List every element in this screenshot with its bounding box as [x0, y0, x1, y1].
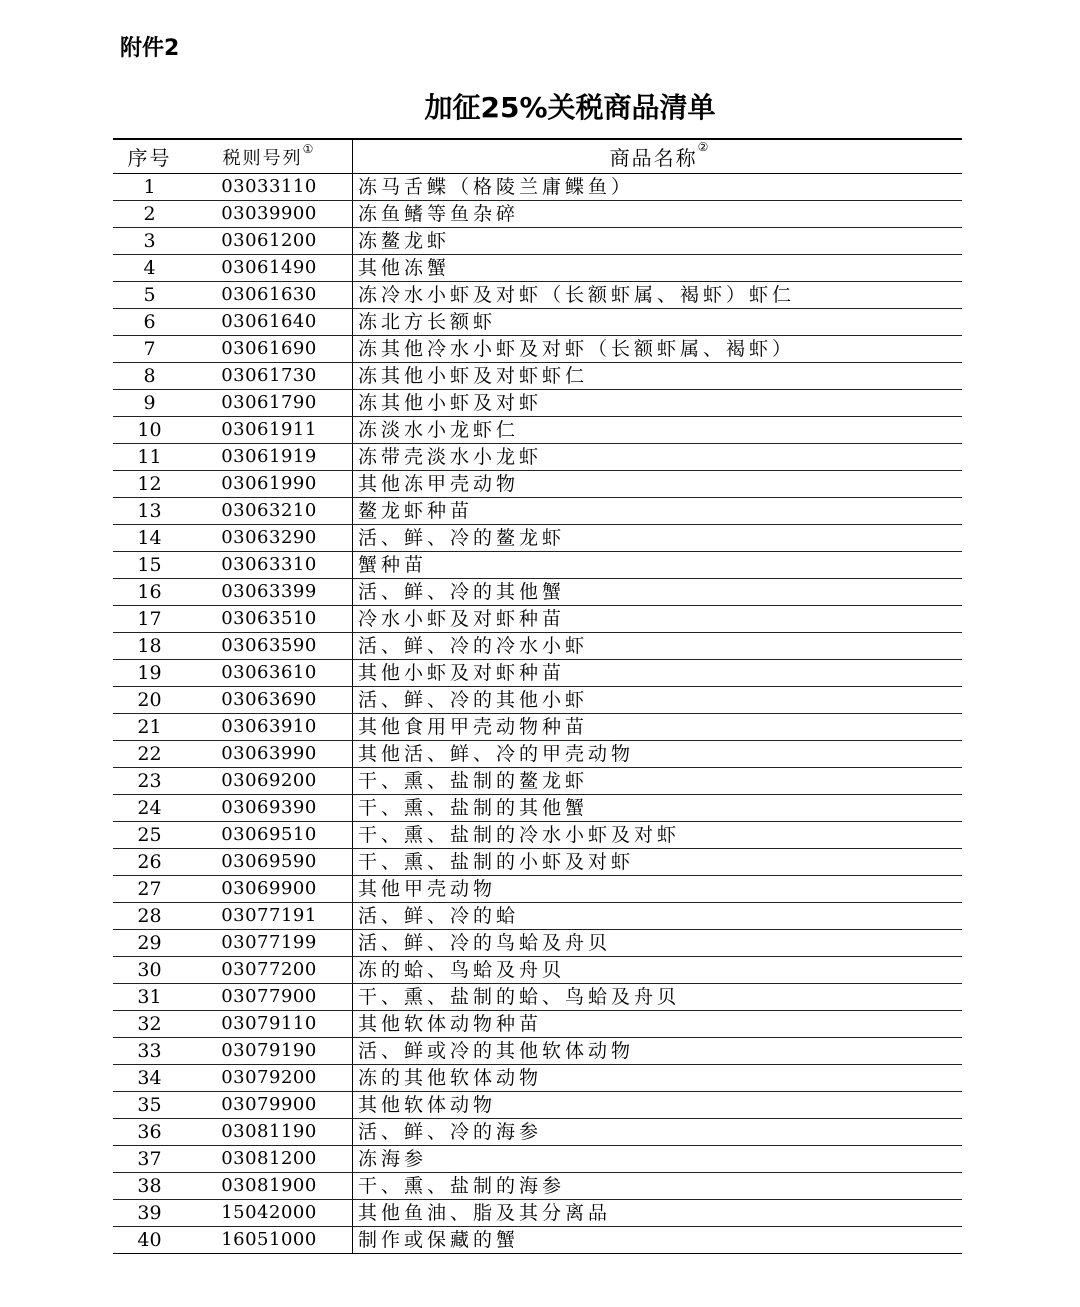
- row-seq-cell: 39: [113, 1200, 186, 1227]
- table-row: [113, 930, 962, 957]
- table-row: [113, 309, 962, 336]
- row-name-cell: 其他冻甲壳动物: [353, 471, 963, 498]
- row-seq-cell: 24: [113, 795, 186, 822]
- row-code-cell: 16051000: [186, 1227, 353, 1254]
- table-row: [113, 1065, 962, 1092]
- row-name-cell: 其他软体动物种苗: [353, 1011, 963, 1038]
- row-name-cell: 活、鲜、冷的鸟蛤及舟贝: [353, 930, 963, 957]
- table-row: [113, 363, 962, 390]
- row-name-cell: 其他甲壳动物: [353, 876, 963, 903]
- table-row: [113, 552, 962, 579]
- row-code-cell: 03079190: [186, 1038, 353, 1065]
- row-code-cell: 03077900: [186, 984, 353, 1011]
- row-seq-cell: 4: [113, 255, 186, 282]
- table-row: [113, 795, 962, 822]
- table-row: [113, 1092, 962, 1119]
- row-name-cell: 其他鱼油、脂及其分离品: [353, 1200, 963, 1227]
- row-seq-cell: 9: [113, 390, 186, 417]
- row-code-cell: 03063510: [186, 606, 353, 633]
- row-name-cell: 冻其他小虾及对虾: [353, 390, 963, 417]
- column-header-name: 商品名称②: [353, 139, 963, 174]
- row-seq-cell: 23: [113, 768, 186, 795]
- table-header-row: [113, 139, 962, 174]
- row-name-cell: 其他小虾及对虾种苗: [353, 660, 963, 687]
- table-row: [113, 255, 962, 282]
- tariff-goods-table: [113, 138, 962, 1254]
- row-code-cell: 03081200: [186, 1146, 353, 1173]
- row-name-cell: 活、鲜、冷的冷水小虾: [353, 633, 963, 660]
- table-row: [113, 822, 962, 849]
- table-body: [113, 174, 962, 1254]
- row-code-cell: 03069900: [186, 876, 353, 903]
- row-code-cell: 03061690: [186, 336, 353, 363]
- row-code-cell: 03063210: [186, 498, 353, 525]
- row-seq-cell: 13: [113, 498, 186, 525]
- row-code-cell: 03079200: [186, 1065, 353, 1092]
- row-code-cell: 03061490: [186, 255, 353, 282]
- row-seq-cell: 16: [113, 579, 186, 606]
- row-seq-cell: 14: [113, 525, 186, 552]
- row-name-cell: 冻海参: [353, 1146, 963, 1173]
- table-row: [113, 1173, 962, 1200]
- row-name-cell: 冻北方长额虾: [353, 309, 963, 336]
- row-code-cell: 03069390: [186, 795, 353, 822]
- row-code-cell: 03061730: [186, 363, 353, 390]
- row-name-cell: 活、鲜、冷的其他蟹: [353, 579, 963, 606]
- table-row: [113, 390, 962, 417]
- row-code-cell: 03061911: [186, 417, 353, 444]
- row-name-cell: 干、熏、盐制的其他蟹: [353, 795, 963, 822]
- table-row: [113, 1119, 962, 1146]
- table-row: [113, 1227, 962, 1254]
- table-row: [113, 1146, 962, 1173]
- row-seq-cell: 1: [113, 174, 186, 201]
- row-seq-cell: 37: [113, 1146, 186, 1173]
- row-seq-cell: 36: [113, 1119, 186, 1146]
- row-code-cell: 03063990: [186, 741, 353, 768]
- row-name-cell: 冻冷水小虾及对虾（长额虾属、褐虾）虾仁: [353, 282, 963, 309]
- row-name-cell: 其他活、鲜、冷的甲壳动物: [353, 741, 963, 768]
- row-code-cell: 03061200: [186, 228, 353, 255]
- row-name-cell: 鳌龙虾种苗: [353, 498, 963, 525]
- row-seq-cell: 2: [113, 201, 186, 228]
- table-row: [113, 525, 962, 552]
- table-row: [113, 633, 962, 660]
- row-seq-cell: 18: [113, 633, 186, 660]
- row-name-cell: 活、鲜、冷的鳌龙虾: [353, 525, 963, 552]
- row-seq-cell: 34: [113, 1065, 186, 1092]
- row-code-cell: 03069590: [186, 849, 353, 876]
- table-row: [113, 174, 962, 201]
- row-name-cell: 活、鲜或冷的其他软体动物: [353, 1038, 963, 1065]
- row-seq-cell: 31: [113, 984, 186, 1011]
- row-seq-cell: 30: [113, 957, 186, 984]
- table-row: [113, 1011, 962, 1038]
- row-seq-cell: 12: [113, 471, 186, 498]
- row-code-cell: 03061640: [186, 309, 353, 336]
- document-title: 加征25%关税商品清单: [424, 91, 716, 124]
- row-name-cell: 冻鳌龙虾: [353, 228, 963, 255]
- row-name-cell: 制作或保藏的蟹: [353, 1227, 963, 1254]
- column-header-code: 税则号列①: [186, 139, 353, 174]
- table-row: [113, 984, 962, 1011]
- table-row: [113, 201, 962, 228]
- footnote-marker-1: ①: [302, 141, 316, 156]
- row-seq-cell: 8: [113, 363, 186, 390]
- row-name-cell: 其他软体动物: [353, 1092, 963, 1119]
- row-seq-cell: 25: [113, 822, 186, 849]
- column-header-seq: 序号: [113, 139, 186, 174]
- row-name-cell: 冻的蛤、鸟蛤及舟贝: [353, 957, 963, 984]
- row-code-cell: 03079900: [186, 1092, 353, 1119]
- row-name-cell: 其他冻蟹: [353, 255, 963, 282]
- row-name-cell: 干、熏、盐制的冷水小虾及对虾: [353, 822, 963, 849]
- table-row: [113, 228, 962, 255]
- row-name-cell: 活、鲜、冷的海参: [353, 1119, 963, 1146]
- row-seq-cell: 38: [113, 1173, 186, 1200]
- row-seq-cell: 7: [113, 336, 186, 363]
- row-name-cell: 冻其他小虾及对虾虾仁: [353, 363, 963, 390]
- row-seq-cell: 5: [113, 282, 186, 309]
- row-code-cell: 03077200: [186, 957, 353, 984]
- row-code-cell: 03063610: [186, 660, 353, 687]
- table-row: [113, 498, 962, 525]
- row-name-cell: 冻带壳淡水小龙虾: [353, 444, 963, 471]
- table-row: [113, 741, 962, 768]
- row-seq-cell: 22: [113, 741, 186, 768]
- row-code-cell: 03069510: [186, 822, 353, 849]
- table-row: [113, 660, 962, 687]
- row-name-cell: 冻的其他软体动物: [353, 1065, 963, 1092]
- row-name-cell: 干、熏、盐制的海参: [353, 1173, 963, 1200]
- row-code-cell: 03063590: [186, 633, 353, 660]
- row-code-cell: 03063399: [186, 579, 353, 606]
- row-name-cell: 冻其他冷水小虾及对虾（长额虾属、褐虾）: [353, 336, 963, 363]
- table-row: [113, 471, 962, 498]
- row-seq-cell: 17: [113, 606, 186, 633]
- row-name-cell: 干、熏、盐制的鳌龙虾: [353, 768, 963, 795]
- row-seq-cell: 21: [113, 714, 186, 741]
- row-name-cell: 冻淡水小龙虾仁: [353, 417, 963, 444]
- row-name-cell: 冻马舌鲽（格陵兰庸鲽鱼）: [353, 174, 963, 201]
- table-row: [113, 579, 962, 606]
- table-row: [113, 687, 962, 714]
- row-code-cell: 03063910: [186, 714, 353, 741]
- row-seq-cell: 15: [113, 552, 186, 579]
- row-seq-cell: 20: [113, 687, 186, 714]
- row-seq-cell: 6: [113, 309, 186, 336]
- row-seq-cell: 35: [113, 1092, 186, 1119]
- row-code-cell: 15042000: [186, 1200, 353, 1227]
- row-name-cell: 冻鱼鳍等鱼杂碎: [353, 201, 963, 228]
- row-code-cell: 03033110: [186, 174, 353, 201]
- row-name-cell: 活、鲜、冷的蛤: [353, 903, 963, 930]
- table-row: [113, 957, 962, 984]
- row-code-cell: 03061790: [186, 390, 353, 417]
- row-code-cell: 03061919: [186, 444, 353, 471]
- table-row: [113, 714, 962, 741]
- row-seq-cell: 27: [113, 876, 186, 903]
- row-code-cell: 03063690: [186, 687, 353, 714]
- row-code-cell: 03061990: [186, 471, 353, 498]
- row-seq-cell: 26: [113, 849, 186, 876]
- table-row: [113, 876, 962, 903]
- row-seq-cell: 11: [113, 444, 186, 471]
- table-row: [113, 1200, 962, 1227]
- table-row: [113, 282, 962, 309]
- row-seq-cell: 19: [113, 660, 186, 687]
- row-code-cell: 03077191: [186, 903, 353, 930]
- row-code-cell: 03039900: [186, 201, 353, 228]
- row-seq-cell: 3: [113, 228, 186, 255]
- row-seq-cell: 28: [113, 903, 186, 930]
- table-row: [113, 1038, 962, 1065]
- table-row: [113, 336, 962, 363]
- row-code-cell: 03063290: [186, 525, 353, 552]
- row-seq-cell: 40: [113, 1227, 186, 1254]
- row-seq-cell: 33: [113, 1038, 186, 1065]
- row-name-cell: 干、熏、盐制的小虾及对虾: [353, 849, 963, 876]
- row-code-cell: 03081190: [186, 1119, 353, 1146]
- row-code-cell: 03077199: [186, 930, 353, 957]
- row-name-cell: 其他食用甲壳动物种苗: [353, 714, 963, 741]
- attachment-label: 附件2: [120, 36, 180, 61]
- row-seq-cell: 32: [113, 1011, 186, 1038]
- row-name-cell: 蟹种苗: [353, 552, 963, 579]
- row-code-cell: 03061630: [186, 282, 353, 309]
- table-row: [113, 606, 962, 633]
- row-code-cell: 03069200: [186, 768, 353, 795]
- table-row: [113, 903, 962, 930]
- row-code-cell: 03063310: [186, 552, 353, 579]
- row-seq-cell: 10: [113, 417, 186, 444]
- table-row: [113, 444, 962, 471]
- row-code-cell: 03081900: [186, 1173, 353, 1200]
- row-name-cell: 干、熏、盐制的蛤、鸟蛤及舟贝: [353, 984, 963, 1011]
- table-row: [113, 768, 962, 795]
- row-name-cell: 活、鲜、冷的其他小虾: [353, 687, 963, 714]
- table-row: [113, 417, 962, 444]
- row-name-cell: 冷水小虾及对虾种苗: [353, 606, 963, 633]
- footnote-marker-2: ②: [697, 140, 711, 154]
- table-row: [113, 849, 962, 876]
- row-seq-cell: 29: [113, 930, 186, 957]
- row-code-cell: 03079110: [186, 1011, 353, 1038]
